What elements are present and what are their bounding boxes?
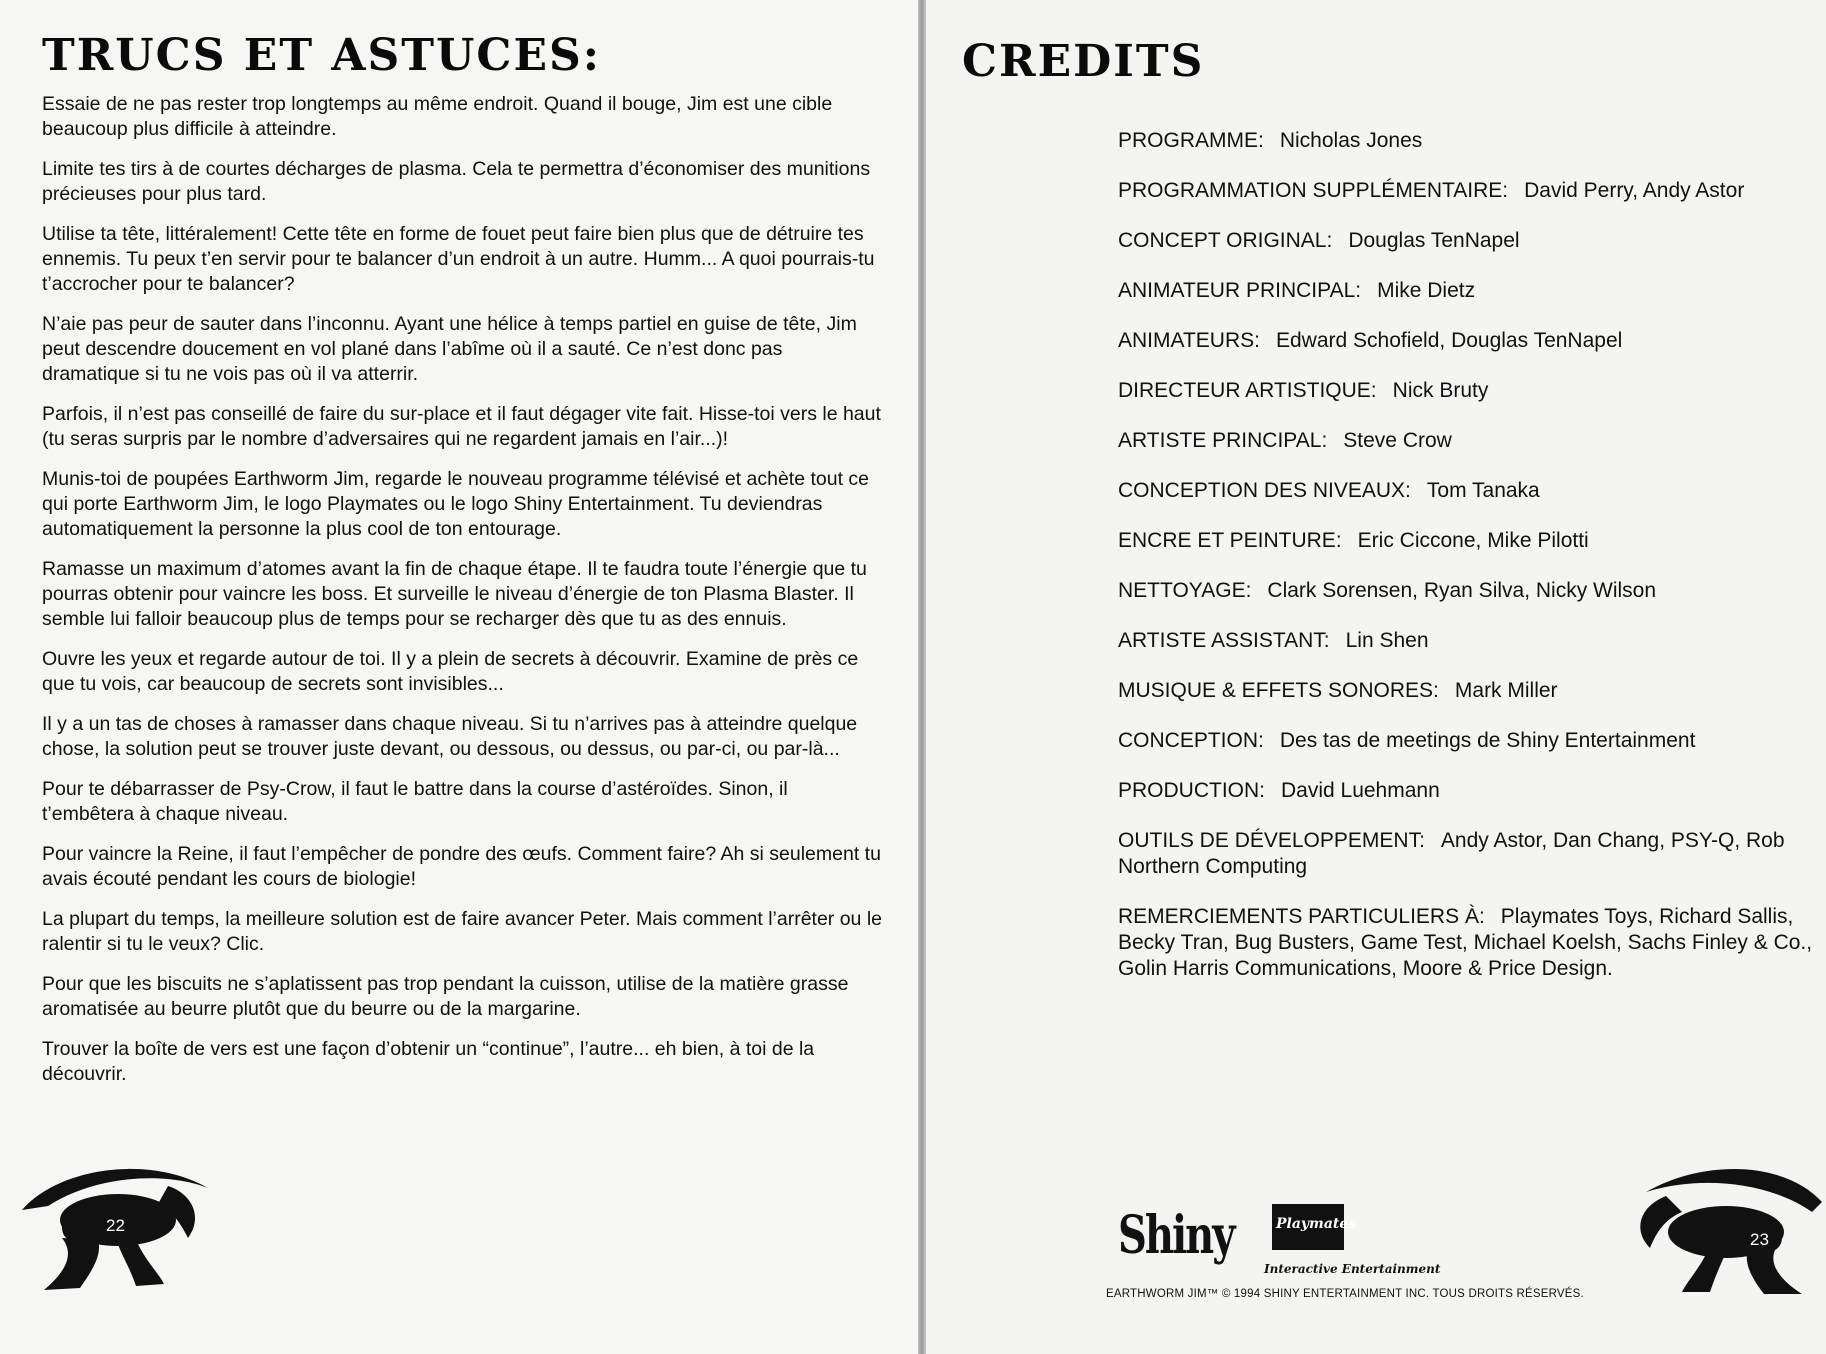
shiny-logo <box>1112 1196 1234 1278</box>
credit-names: Mark Miller <box>1454 679 1558 702</box>
tip-paragraph: Essaie de ne pas rester trop longtemps au même endroit. Quand il bouge, Jim est une cible beaucoup plus difficile à atteindre. <box>42 93 833 140</box>
credit-names: Mike Dietz <box>1377 279 1476 302</box>
credit-role: CONCEPT ORIGINAL: <box>1118 229 1333 252</box>
credit-names: Clark Sorensen, Ryan Silva, Nicky Wilson <box>1267 579 1657 602</box>
credit-role: ARTISTE ASSISTANT: <box>1118 629 1330 652</box>
right-page <box>926 0 1826 1354</box>
page-gutter <box>918 0 926 1354</box>
credit-row <box>1118 528 1818 554</box>
credit-role: MUSIQUE & EFFETS SONORES: <box>1118 679 1439 702</box>
credit-row <box>1118 278 1818 304</box>
credit-row <box>1118 178 1818 204</box>
credit-role: ANIMATEUR PRINCIPAL: <box>1118 279 1362 302</box>
credits-heading: CREDITS <box>962 36 1205 87</box>
credit-role: PRODUCTION: <box>1118 779 1265 802</box>
tips-list <box>42 92 882 1102</box>
credit-names: Playmates Toys, Richard Sallis, Becky Tran, Bug Busters, Game Test, Michael Koelsh, Sachs Finley & Co., Golin Harris Communications, Moore & Price Design. <box>1118 905 1813 980</box>
credits-list <box>1118 128 1818 1006</box>
tip-paragraph: Limite tes tirs à de courtes décharges de plasma. Cela te permettra d’économiser des munitions précieuses pour plus tard. <box>42 158 871 205</box>
credit-row <box>1118 128 1818 154</box>
page-number: 22 <box>106 1216 125 1235</box>
credit-row <box>1118 578 1818 604</box>
credit-names: Douglas TenNapel <box>1348 229 1520 252</box>
tip-paragraph: Pour que les biscuits ne s’aplatissent pas trop pendant la cuisson, utilise de la matière grasse aromatisée au beurre plutôt que du beurre ou de la margarine. <box>42 973 849 1020</box>
credit-names: Steve Crow <box>1343 429 1452 452</box>
jim-silhouette-icon <box>1626 1162 1826 1302</box>
credit-names: David Luehmann <box>1281 779 1440 802</box>
tip-paragraph: Trouver la boîte de vers est une façon d’obtenir un “continue”, l’autre... eh bien, à toi de la découvrir. <box>42 1038 815 1085</box>
credit-role: ENCRE ET PEINTURE: <box>1118 529 1342 552</box>
credit-role: OUTILS DE DÉVELOPPEMENT: <box>1118 829 1425 852</box>
credit-role: ARTISTE PRINCIPAL: <box>1118 429 1328 452</box>
tip-paragraph: Parfois, il n’est pas conseillé de faire du sur-place et il faut dégager vite fait. Hisse-toi vers le haut (tu seras surpris par le nombre d’adversaires qui ne regardent jamais en l’air...)! <box>42 403 881 450</box>
credit-role: PROGRAMMATION SUPPLÉMENTAIRE: <box>1118 179 1509 202</box>
credit-role: CONCEPTION DES NIVEAUX: <box>1118 479 1411 502</box>
credit-row <box>1118 228 1818 254</box>
credit-row <box>1118 428 1818 454</box>
credit-row <box>1118 328 1818 354</box>
tip-paragraph: Utilise ta tête, littéralement! Cette tête en forme de fouet peut faire bien plus que de détruire tes ennemis. Tu peux t’en servir pour te balancer d’un endroit à un autre. Humm... A quoi pourrais-tu t’accrocher pour te balancer? <box>42 223 875 295</box>
credit-names: Des tas de meetings de Shiny Entertainment <box>1279 729 1696 752</box>
publisher-logos <box>1112 1196 1592 1326</box>
tip-paragraph: Ramasse un maximum d’atomes avant la fin de chaque étape. Il te faudra toute l’énergie que tu pourras obtenir pour vaincre les boss. Et surveille le niveau d’énergie de ton Plasma Blaster. Il semble lui falloir beaucoup plus de temps pour se recharger dès que tu as des ennuis. <box>42 558 867 630</box>
tip-paragraph: La plupart du temps, la meilleure solution est de faire avancer Peter. Mais comment l’arrêter ou le ralentir si tu le veux? Clic. <box>42 908 882 955</box>
tip-paragraph: Munis-toi de poupées Earthworm Jim, regarde le nouveau programme télévisé et achète tout ce qui porte Earthworm Jim, le logo Playmates ou le logo Shiny Entertainment. Tu deviendras automatiquement la personne la plus cool de ton entourage. <box>42 468 870 540</box>
credit-role: NETTOYAGE: <box>1118 579 1252 602</box>
credit-names: Tom Tanaka <box>1426 479 1540 502</box>
credit-role: ANIMATEURS: <box>1118 329 1260 352</box>
credit-row <box>1118 904 1818 982</box>
interactive-entertainment-label: Interactive Entertainment <box>1264 1262 1441 1276</box>
credit-names: David Perry, Andy Astor <box>1524 179 1745 202</box>
tip-paragraph: Pour vaincre la Reine, il faut l’empêcher de pondre des œufs. Comment faire? Ah si seulement tu avais écouté pendant les cours de biologie! <box>42 843 881 890</box>
playmates-logo-box <box>1272 1204 1357 1250</box>
tip-paragraph: N’aie pas peur de sauter dans l’inconnu. Ayant une hélice à temps partiel en guise de tête, Jim peut descendre doucement en vol plané dans l’abîme où il a sauté. Ce n’est donc pas dramatique si tu ne vois pas où il va atterrir. <box>42 313 857 385</box>
credit-names: Andy Astor, Dan Chang, PSY-Q, Rob Northern Computing <box>1118 829 1785 878</box>
tips-heading: TRUCS ET ASTUCES: <box>42 30 601 81</box>
credit-names: Nicholas Jones <box>1279 129 1423 152</box>
credit-names: Eric Ciccone, Mike Pilotti <box>1357 529 1589 552</box>
page-number-badge <box>18 1158 218 1298</box>
tip-paragraph: Ouvre les yeux et regarde autour de toi. Il y a plein de secrets à découvrir. Examine de près ce que tu vois, car beaucoup de secrets sont invisibles... <box>42 648 859 695</box>
shiny-logo-text: Shiny <box>1118 1204 1234 1267</box>
tip-paragraph: Pour te débarrasser de Psy-Crow, il faut le battre dans la course d’astéroïdes. Sinon, il t’embêtera à chaque niveau. <box>42 778 788 825</box>
credit-names: Edward Schofield, Douglas TenNapel <box>1275 329 1623 352</box>
credit-row <box>1118 378 1818 404</box>
copyright-notice: EARTHWORM JIM™ © 1994 SHINY ENTERTAINMENT INC. TOUS DROITS RÉSERVÉS. <box>1106 1288 1584 1300</box>
credit-row <box>1118 478 1818 504</box>
credit-role: DIRECTEUR ARTISTIQUE: <box>1118 379 1377 402</box>
credit-role: CONCEPTION: <box>1118 729 1264 752</box>
page-number-badge <box>1626 1162 1826 1302</box>
credit-row <box>1118 678 1818 704</box>
credit-names: Lin Shen <box>1345 629 1429 652</box>
page-number: 23 <box>1750 1230 1769 1249</box>
credit-row <box>1118 828 1818 880</box>
credit-row <box>1118 728 1818 754</box>
playmates-logo-text: Playmates <box>1276 1216 1357 1232</box>
credit-row <box>1118 778 1818 804</box>
credit-names: Nick Bruty <box>1392 379 1489 402</box>
credit-role: PROGRAMME: <box>1118 129 1264 152</box>
credit-row <box>1118 628 1818 654</box>
tip-paragraph: Il y a un tas de choses à ramasser dans chaque niveau. Si tu n’arrives pas à atteindre quelque chose, la solution peut se trouver juste devant, ou dessous, ou dessus, ou par-ci, ou par-là... <box>42 713 858 760</box>
credit-role: REMERCIEMENTS PARTICULIERS À: <box>1118 905 1485 928</box>
